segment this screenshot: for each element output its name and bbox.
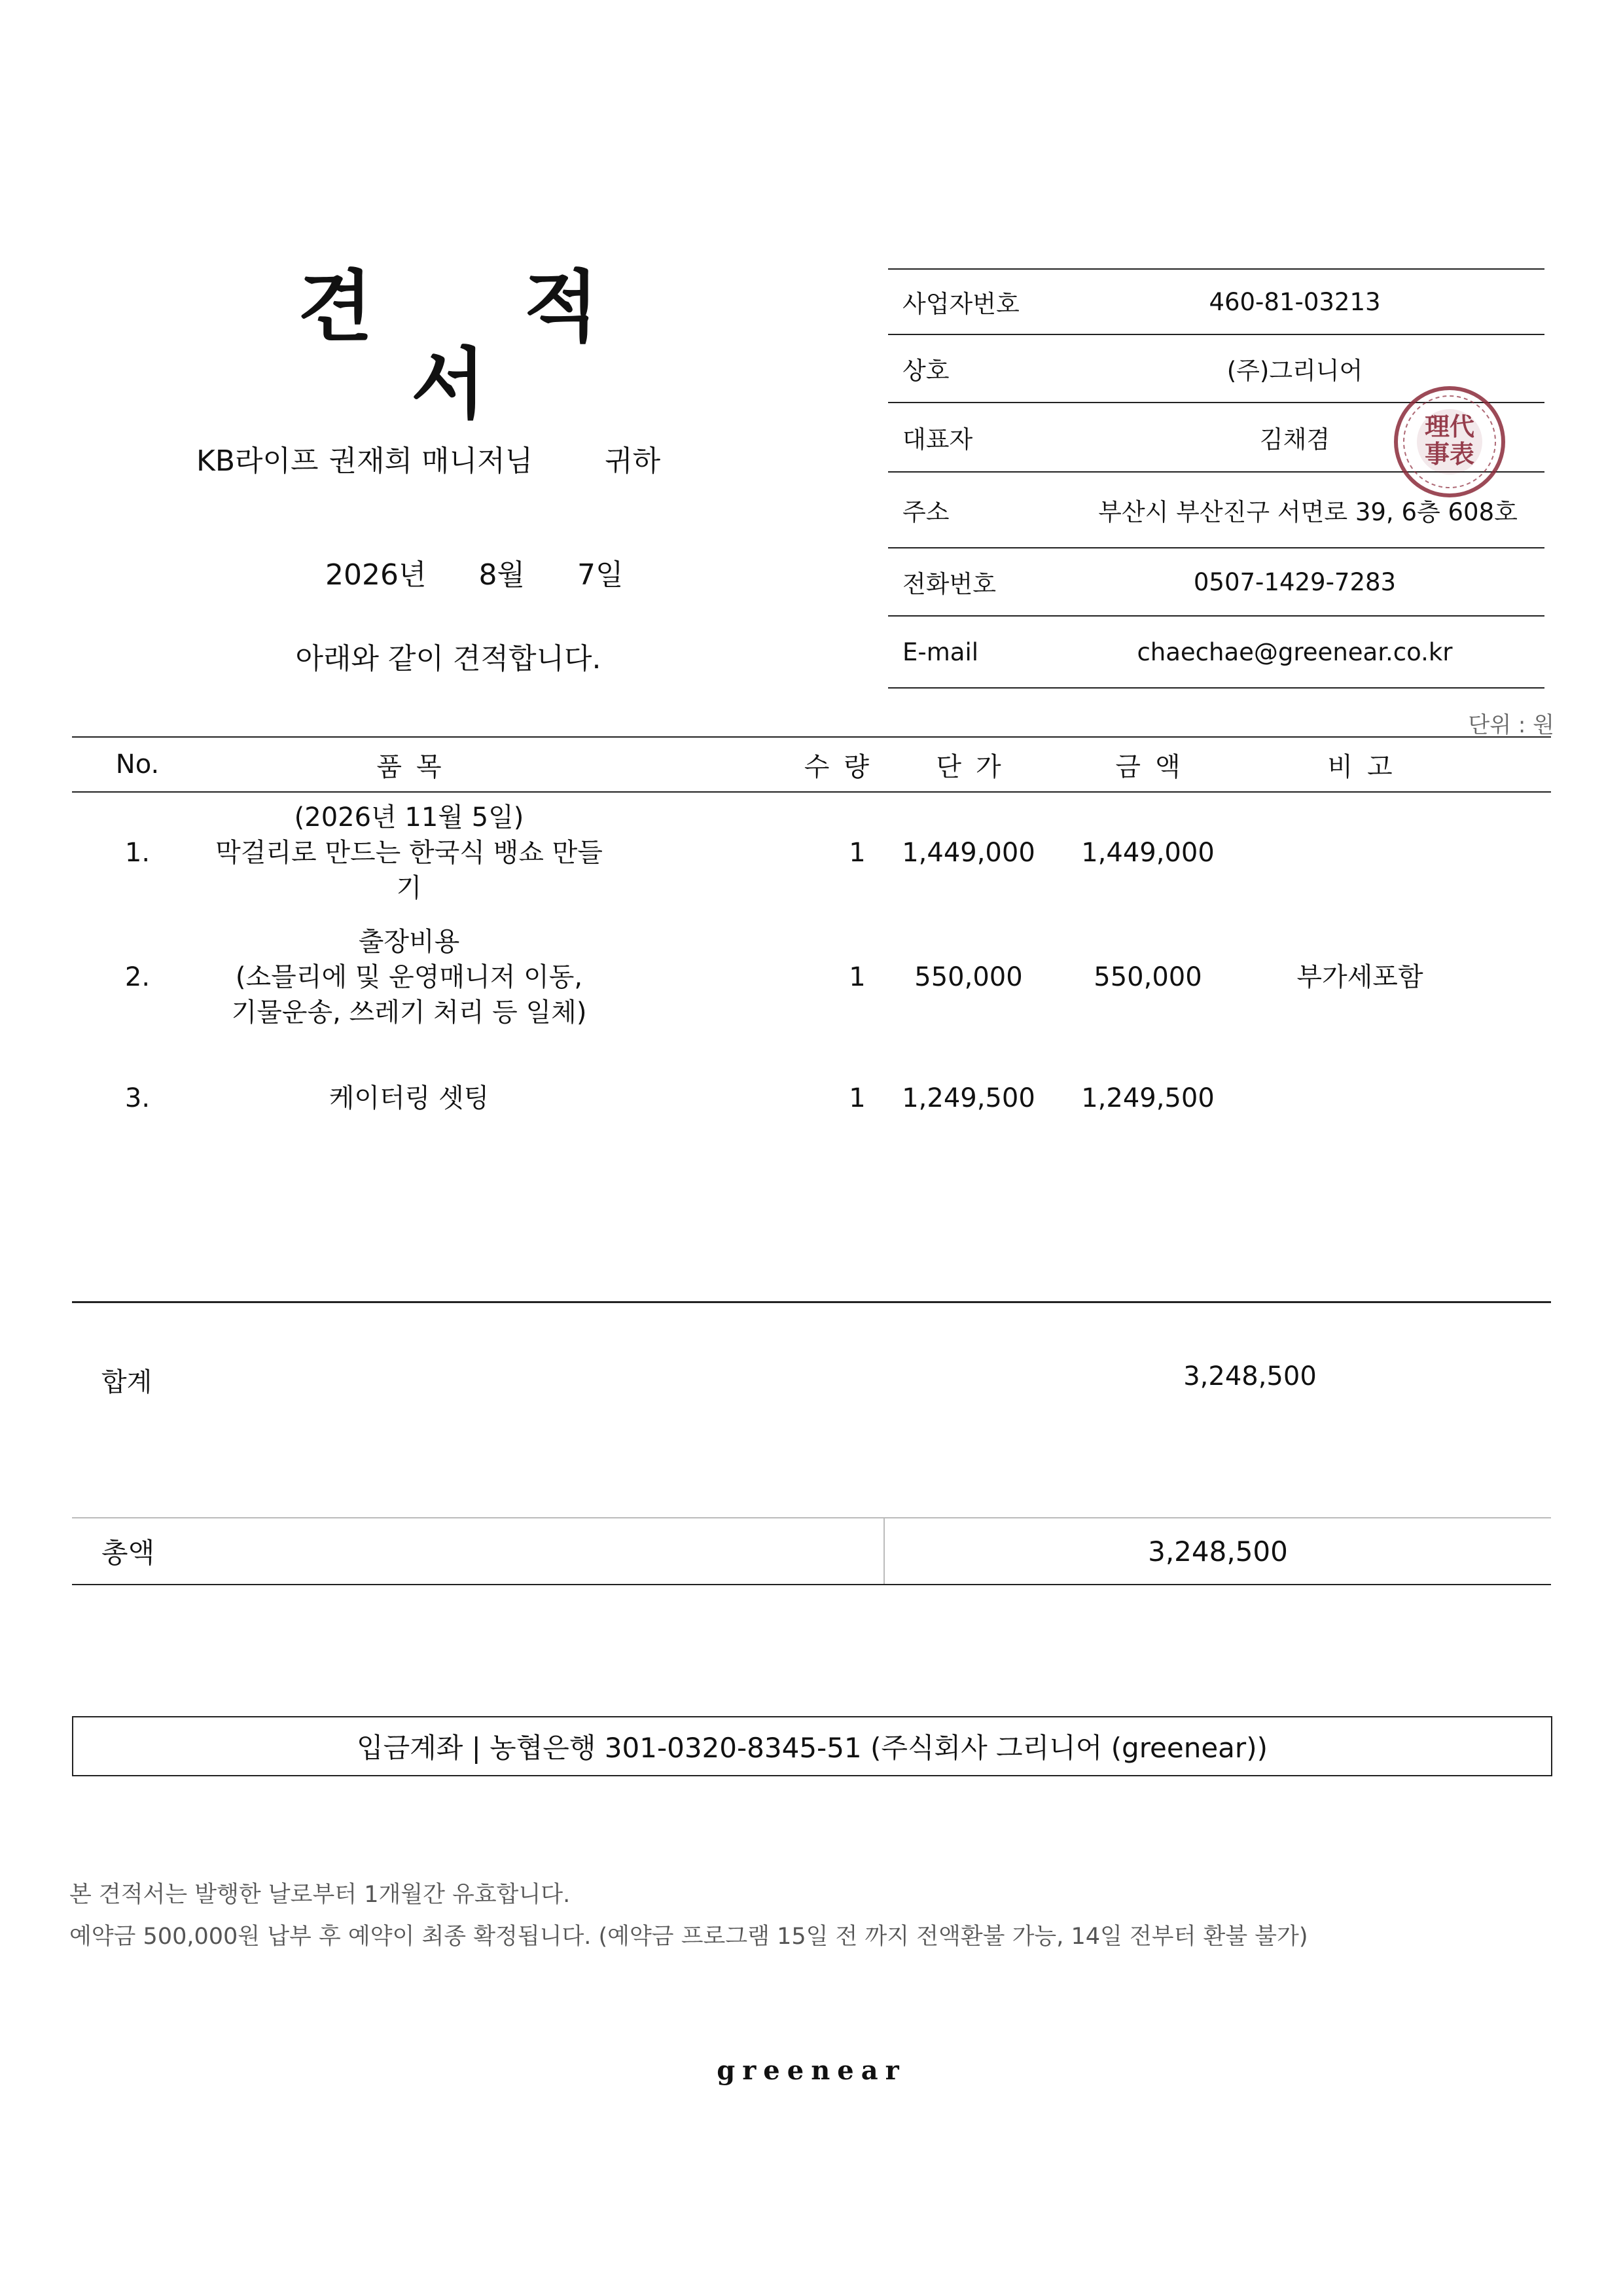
row-item-line: (2026년 11월 5일) — [294, 802, 524, 833]
col-header-amount — [1054, 746, 1242, 783]
row-item-line: 막걸리로 만드는 한국식 뱅쇼 만들기 — [215, 838, 603, 903]
items-table-header — [72, 736, 1551, 793]
col-header-note — [1242, 746, 1478, 783]
supplier-row-email — [888, 617, 1544, 689]
row-price: 550,000 — [914, 962, 1023, 992]
items-table-body — [72, 793, 1551, 1303]
terms-line: 본 견적서는 발행한 날로부터 1개월간 유효합니다. — [69, 1882, 571, 1908]
currency-unit: 단위 : 원 — [1468, 712, 1554, 738]
row-price: 1,249,500 — [902, 1083, 1035, 1113]
recipient-honorific: 귀하 — [605, 444, 661, 478]
row-item — [203, 1081, 615, 1116]
recipient-company: KB라이프 — [196, 444, 319, 478]
row-price: 1,449,000 — [902, 838, 1035, 868]
col-header-qty-text: 수량 — [804, 751, 883, 782]
date-month: 8월 — [478, 558, 525, 592]
supplier-value: (주)그리니어 — [1226, 357, 1363, 385]
row-no: 1. — [124, 838, 151, 868]
company-seal-stamp — [1391, 383, 1508, 501]
quote-notice: 아래와 같이 견적합니다. — [295, 642, 601, 675]
subtotal-section — [72, 1322, 1551, 1518]
col-header-no: No. — [115, 749, 160, 780]
col-header-item-text: 품목 — [376, 751, 456, 782]
supplier-label: 주소 — [902, 498, 950, 526]
row-item-line: 케이터링 셋팅 — [329, 1083, 490, 1113]
row-amount: 1,449,000 — [1081, 838, 1215, 868]
supplier-value: chaechae@greenear.co.kr — [1137, 637, 1453, 666]
col-header-item — [203, 746, 615, 783]
subtotal-value: 3,248,500 — [1183, 1361, 1317, 1391]
date-year: 2026년 — [325, 558, 427, 592]
col-header-qty — [615, 746, 883, 783]
row-note: 부가세포함 — [1296, 962, 1423, 992]
col-header-note-text: 비고 — [1327, 751, 1407, 782]
row-item-line: (소믈리에 및 운영매니저 이동, — [235, 962, 583, 992]
row-item-line: 출장비용 — [358, 927, 460, 957]
col-header-price-text: 단가 — [936, 751, 1016, 782]
table-row — [72, 905, 1551, 1049]
date-day: 7일 — [577, 558, 624, 592]
row-item-line: 기물운송, 쓰레기 처리 등 일체) — [231, 997, 587, 1028]
recipient-name: 권재희 매니저님 — [329, 444, 533, 478]
table-row — [72, 802, 1551, 903]
row-amount: 1,249,500 — [1081, 1083, 1215, 1113]
col-header-amount-text: 금액 — [1115, 751, 1195, 782]
supplier-value: 460-81-03213 — [1209, 287, 1381, 316]
row-amount: 550,000 — [1094, 962, 1202, 992]
row-item — [203, 924, 615, 1030]
supplier-label: 사업자번호 — [902, 290, 1020, 318]
recipient-line — [196, 437, 733, 479]
supplier-row-phone — [888, 548, 1544, 617]
supplier-row-business-number — [888, 270, 1544, 335]
bank-account-box: 입금계좌 | 농협은행 301-0320-8345-51 (주식회사 그리니어 (greenear)) — [72, 1716, 1552, 1776]
grand-total-value: 3,248,500 — [1148, 1535, 1288, 1568]
document-title: 견 적 서 — [298, 262, 661, 429]
col-header-price — [883, 746, 1054, 783]
footer-logo: greenear — [717, 2055, 906, 2086]
row-qty: 1 — [849, 1083, 866, 1113]
supplier-label: 대표자 — [902, 425, 973, 454]
supplier-label: 전화번호 — [902, 570, 996, 598]
grand-total-label: 총액 — [72, 1518, 885, 1584]
items-table — [72, 736, 1551, 1303]
supplier-value: 김채겸 — [1259, 425, 1330, 454]
supplier-label: E-mail — [902, 637, 979, 666]
row-item — [203, 800, 615, 906]
terms-notes — [69, 1874, 1308, 1958]
row-qty: 1 — [849, 838, 866, 868]
supplier-value: 부산시 부산진구 서면로 39, 6층 608호 — [1098, 498, 1518, 526]
seal-text-top: 理代 — [1424, 412, 1475, 441]
issue-date — [325, 551, 623, 593]
terms-line: 예약금 500,000원 납부 후 예약이 최종 확정됩니다. (예약금 프로그램 15일 전 까지 전액환불 가능, 14일 전부터 환불 불가) — [69, 1924, 1308, 1950]
row-no: 3. — [124, 1083, 151, 1113]
subtotal-label: 합계 — [101, 1367, 152, 1397]
supplier-label: 상호 — [902, 357, 950, 385]
row-no: 2. — [124, 962, 151, 992]
grand-total-row — [72, 1518, 1551, 1585]
table-row — [72, 1062, 1551, 1134]
row-qty: 1 — [849, 962, 866, 992]
supplier-value: 0507-1429-7283 — [1193, 567, 1397, 596]
seal-text-bottom: 事表 — [1424, 439, 1475, 469]
